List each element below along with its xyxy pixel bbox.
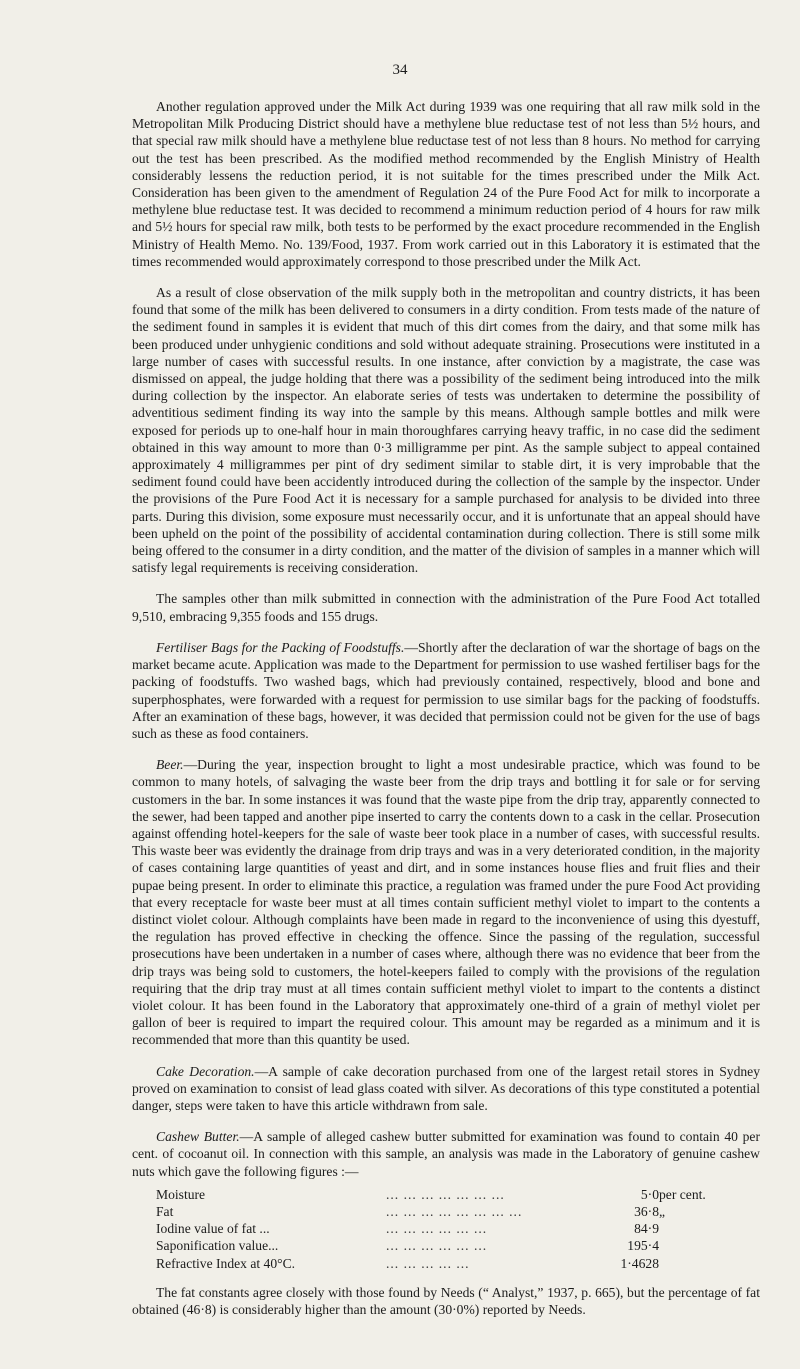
cashew-analysis-table xyxy=(156,1186,706,1272)
section-beer xyxy=(132,756,760,1048)
table-row xyxy=(156,1186,706,1203)
cashew-heading: Cashew Butter. xyxy=(156,1129,240,1145)
row-label: Iodine value of fat ... xyxy=(156,1221,270,1237)
table-row xyxy=(156,1255,706,1272)
cashew-text: —A sample of alleged cashew butter submitted for examination was found to contain 40 per cent. of cocoanut oil. In connection with this sample, an analysis was made in the Laboratory of genuine cashew nuts which gave the following figures :— xyxy=(132,1129,760,1179)
section-cake-decoration xyxy=(132,1063,760,1115)
table-row xyxy=(156,1203,706,1220)
row-value: 195·4 xyxy=(627,1238,659,1254)
table-row xyxy=(156,1220,706,1237)
fertiliser-text: —Shortly after the declaration of war the shortage of bags on the market became acute. Application was made to the Department for permission to use washed fertiliser bags for the packing of foodstuffs. Two washed bags, which had previously contained, respectively, blood and bone and superphosphates, were forwarded with a request for permission to use similar bags for the packing of foodstuffs. After an examination of these bags, however, it was decided that permission could not be given for the use of bags such as these as food containers. xyxy=(132,639,761,741)
paragraph-samples-total: The samples other than milk submitted in connection with the administration of the Pure Food Act totalled 9,510, embracing 9,355 foods and 155 drugs. xyxy=(132,591,760,624)
row-unit xyxy=(659,1237,706,1254)
row-leader-dots: ... ... ... ... ... ... xyxy=(386,1221,488,1237)
row-unit xyxy=(659,1255,706,1272)
cake-text: —A sample of cake decoration purchased from one of the largest retail stores in Sydney proved on examination to consist of lead glass coated with silver. As decorations of this type constituted a potential danger, steps were taken to have this article withdrawn from sale. xyxy=(132,1063,760,1113)
paragraph-milk-sediment: As a result of close observation of the milk supply both in the metropolitan and country districts, it has been found that some of the milk has been delivered to consumers in a dirty condition. From tests made of the nature of the sediment found in samples it is evident that much of this dirt comes from the dairy, and that some milk has been produced under unhygienic conditions and sold without adequate straining. Prosecutions were instituted in a large number of cases with successful results. In one instance, after conviction by a magistrate, the case was dismissed on appeal, the judge holding that there was a possibility of the sediment being introduced into the milk during collection by the inspector. An elaborate series of tests was undertaken to determine the possibility of adventitious sediment finding its way into the sample by this means. Although sample bottles and milk were exposed for periods up to one-half hour in main thoroughfares carrying heavy traffic, in no case did the sediment obtained in this way amount to more than 0·3 milligramme per pint. As the sample subject to appeal contained approximately 4 milligrammes per pint of dry sediment similar to stable dirt, it is very improbable that the sediment found could have been accidently introduced during the collection of the sample by the inspector. Under the provisions of the Pure Food Act it is necessary for a sample purchased for analysis to be divided into three parts. During this division, some exposure must necessarily occur, and it is unfortunate that an appeal should have been upheld on the point of the possibility of accidental contamination during collection. There is still some milk being offered to the consumer in a dirty condition, and the matter of the division of samples in a manner which will satisfy legal requirements is receiving consideration. xyxy=(132,285,760,576)
paragraph-fat-constants: The fat constants agree closely with those found by Needs (“ Analyst,” 1937, p. 665), but the percentage of fat obtained (46·8) is considerably higher than the amount (30·0%) reported by Needs. xyxy=(132,1284,760,1317)
fertiliser-heading: Fertiliser Bags for the Packing of Foodstuffs. xyxy=(156,639,405,655)
paragraph-milk-reductase-test: Another regulation approved under the Milk Act during 1939 was one requiring that all raw milk sold in the Metropolitan Milk Producing District should have a methylene blue reductase test of not less than 5½ hours, and that special raw milk should have a methylene blue reductase test of not less than 8 hours. No method for carrying out the test has been prescribed. As the modified method recommended by the English Ministry of Health considerably lessens the reduction period, it is not suitable for the times prescribed under the Milk Act. Consideration has been given to the amendment of Regulation 24 of the Pure Food Act for milk to incorporate a methylene blue reductase test. It was decided to recommend a minimum reduction period of 4 hours for raw milk and 5½ hours for special raw milk, both tests to be performed by the exact procedure recommended in the English Ministry of Health Memo. No. 139/Food, 1937. From work carried out in this Laboratory it is estimated that the times recommended would approximately correspond to those prescribed under the Milk Act. xyxy=(132,99,760,269)
row-leader-dots: ... ... ... ... ... ... ... xyxy=(386,1186,505,1202)
row-leader-dots: ... ... ... ... ... ... ... ... xyxy=(386,1203,523,1219)
row-value: 1·4628 xyxy=(620,1255,659,1271)
row-value: 36·8 xyxy=(634,1203,659,1219)
section-cashew-butter xyxy=(132,1128,760,1180)
row-label: Fat xyxy=(156,1203,174,1219)
page-body xyxy=(132,98,760,1332)
table-row xyxy=(156,1237,706,1254)
row-unit: per cent. xyxy=(659,1186,706,1202)
row-unit xyxy=(659,1220,706,1237)
page-number: 34 xyxy=(392,62,408,78)
row-unit: „ xyxy=(659,1203,666,1219)
row-label: Saponification value... xyxy=(156,1238,279,1254)
beer-heading: Beer. xyxy=(156,757,184,773)
row-label: Moisture xyxy=(156,1186,206,1202)
section-fertiliser-bags xyxy=(132,639,760,742)
row-label: Refractive Index at 40°C. xyxy=(156,1255,296,1271)
row-value: 5·0 xyxy=(640,1186,659,1202)
cake-heading: Cake Decoration. xyxy=(156,1063,255,1079)
row-leader-dots: ... ... ... ... ... ... xyxy=(386,1238,488,1254)
row-value: 84·9 xyxy=(634,1221,659,1237)
beer-text: —During the year, inspection brought to light a most undesirable practice, which was found to be common to many hotels, of salvaging the waste beer from the drip trays and bottling it for sale or for serving customers in the bar. In some instances it was found that the waste pipe from the drip tray, apparently connected to the sewer, had been tapped and another pipe inserted to carry the contents down to a cask in the cellar. Prosecution against offending hotel-keepers for the sale of waste beer took place in a number of cases, with successful results. This waste beer was evidently the drainage from drip trays and was in a very deteriorated condition, in the majority of cases containing large quantities of yeast and dirt, and in some instances house flies and fruit flies and their pupae being present. In order to eliminate this practice, a regulation was framed under the pure Food Act providing that every receptacle for waste beer must at all times contain sufficient methyl violet to impart to the contents a distinct violet colour. Although complaints have been made in regard to the inconvenience of using this dyestuff, the regulation has proved effective in checking the offence. Since the passing of the regulation, successful prosecutions have been undertaken in a number of cases where, although there was no evidence that beer from the drip trays was being sold to customers, the hotel-keepers failed to comply with the provisions of the regulation requiring that the drip tray must at all times contain sufficient methyl violet to impart to the contents a distinct violet colour. It has been found in the Laboratory that approximately one-third of a grain of methyl violet per gallon of beer is required to impart the required colour. This amount may be regarded as a minimum and it is recommended that more than this quantity be used. xyxy=(132,757,760,1048)
row-leader-dots: ... ... ... ... ... xyxy=(386,1255,470,1271)
